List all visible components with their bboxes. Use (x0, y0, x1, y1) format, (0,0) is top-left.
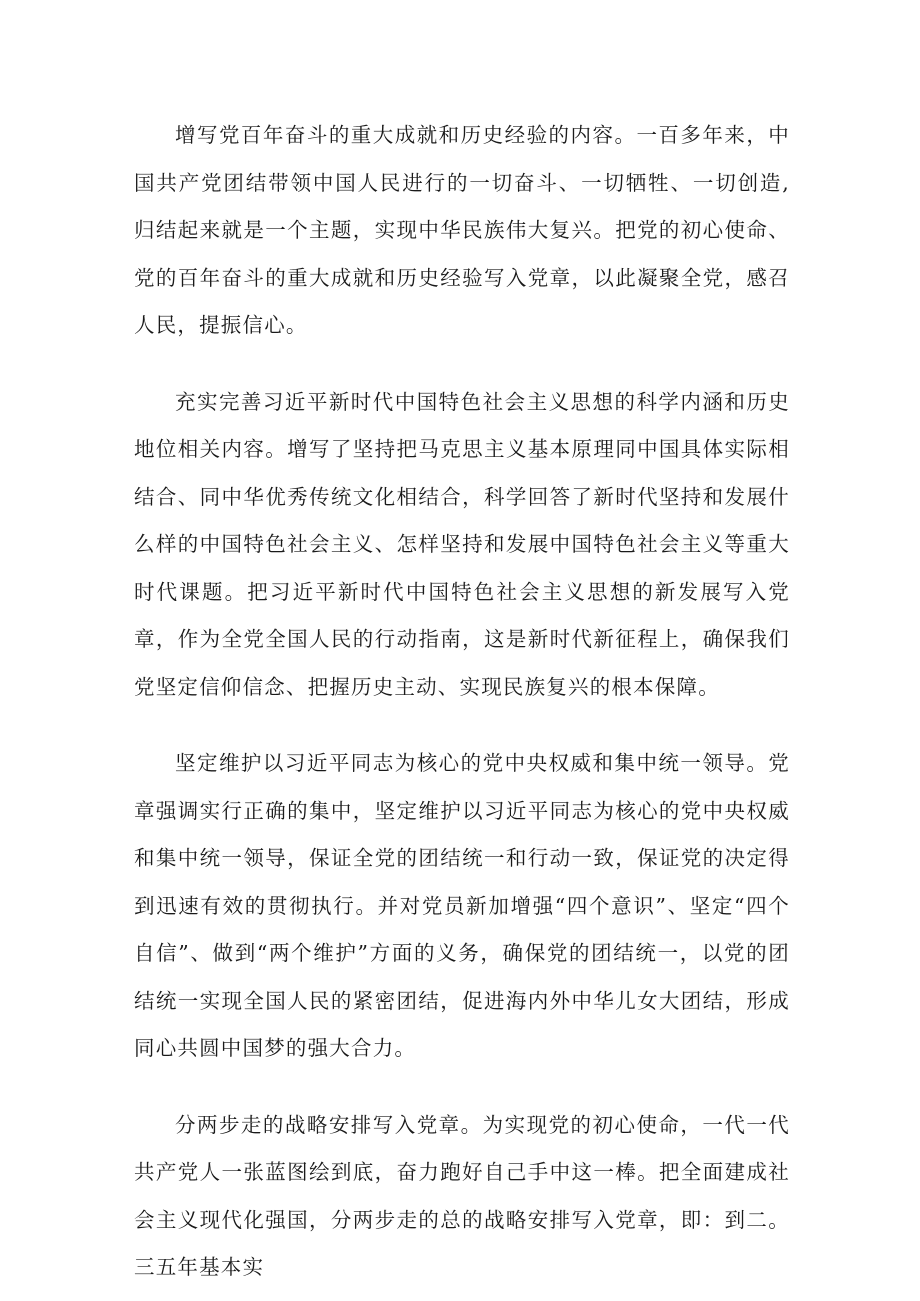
paragraph-2: 充实完善习近平新时代中国特色社会主义思想的科学内涵和历史地位相关内容。增写了坚持把马克思主义基本原理同中国具体实际相结合、同中华优秀传统文化相结合，科学回答了新时代坚持和发展什么样的中国特色社会主义、怎样坚持和发展中国特色社会主义等重大时代课题。把习近平新时代中国特色社会主义思想的新发展写入党章，作为全党全国人民的行动指南，这是新时代新征程上，确保我们党坚定信仰信念、把握历史主动、实现民族复兴的根本保障。 (134, 389, 790, 699)
document-body (134, 112, 790, 1292)
paragraph-4: 分两步走的战略安排写入党章。为实现党的初心使命，一代一代共产党人一张蓝图绘到底，奋力跑好自己手中这一棒。把全面建成社会主义现代化强国，分两步走的总的战略安排写入党章，即：到二。三五年基本实 (134, 1112, 790, 1279)
paragraph-3: 坚定维护以习近平同志为核心的党中央权威和集中统一领导。党章强调实行正确的集中，坚定维护以习近平同志为核心的党中央权威和集中统一领导，保证全党的团结统一和行动一致，保证党的决定得到迅速有效的贯彻执行。并对党员新加增强“四个意识”、坚定“四个自信”、做到“两个维护”方面的义务，确保党的团结统一，以党的团结统一实现全国人民的紧密团结，促进海内外中华儿女大团结，形成同心共圆中国梦的强大合力。 (134, 751, 790, 1060)
paragraph-1: 增写党百年奋斗的重大成就和历史经验的内容。一百多年来，中国共产党团结带领中国人民进行的一切奋斗、一切牺牲、一切创造,归结起来就是一个主题，实现中华民族伟大复兴。把党的初心使命、党的百年奋斗的重大成就和历史经验写入党章，以此凝聚全党，感召人民，提振信心。 (134, 123, 790, 337)
